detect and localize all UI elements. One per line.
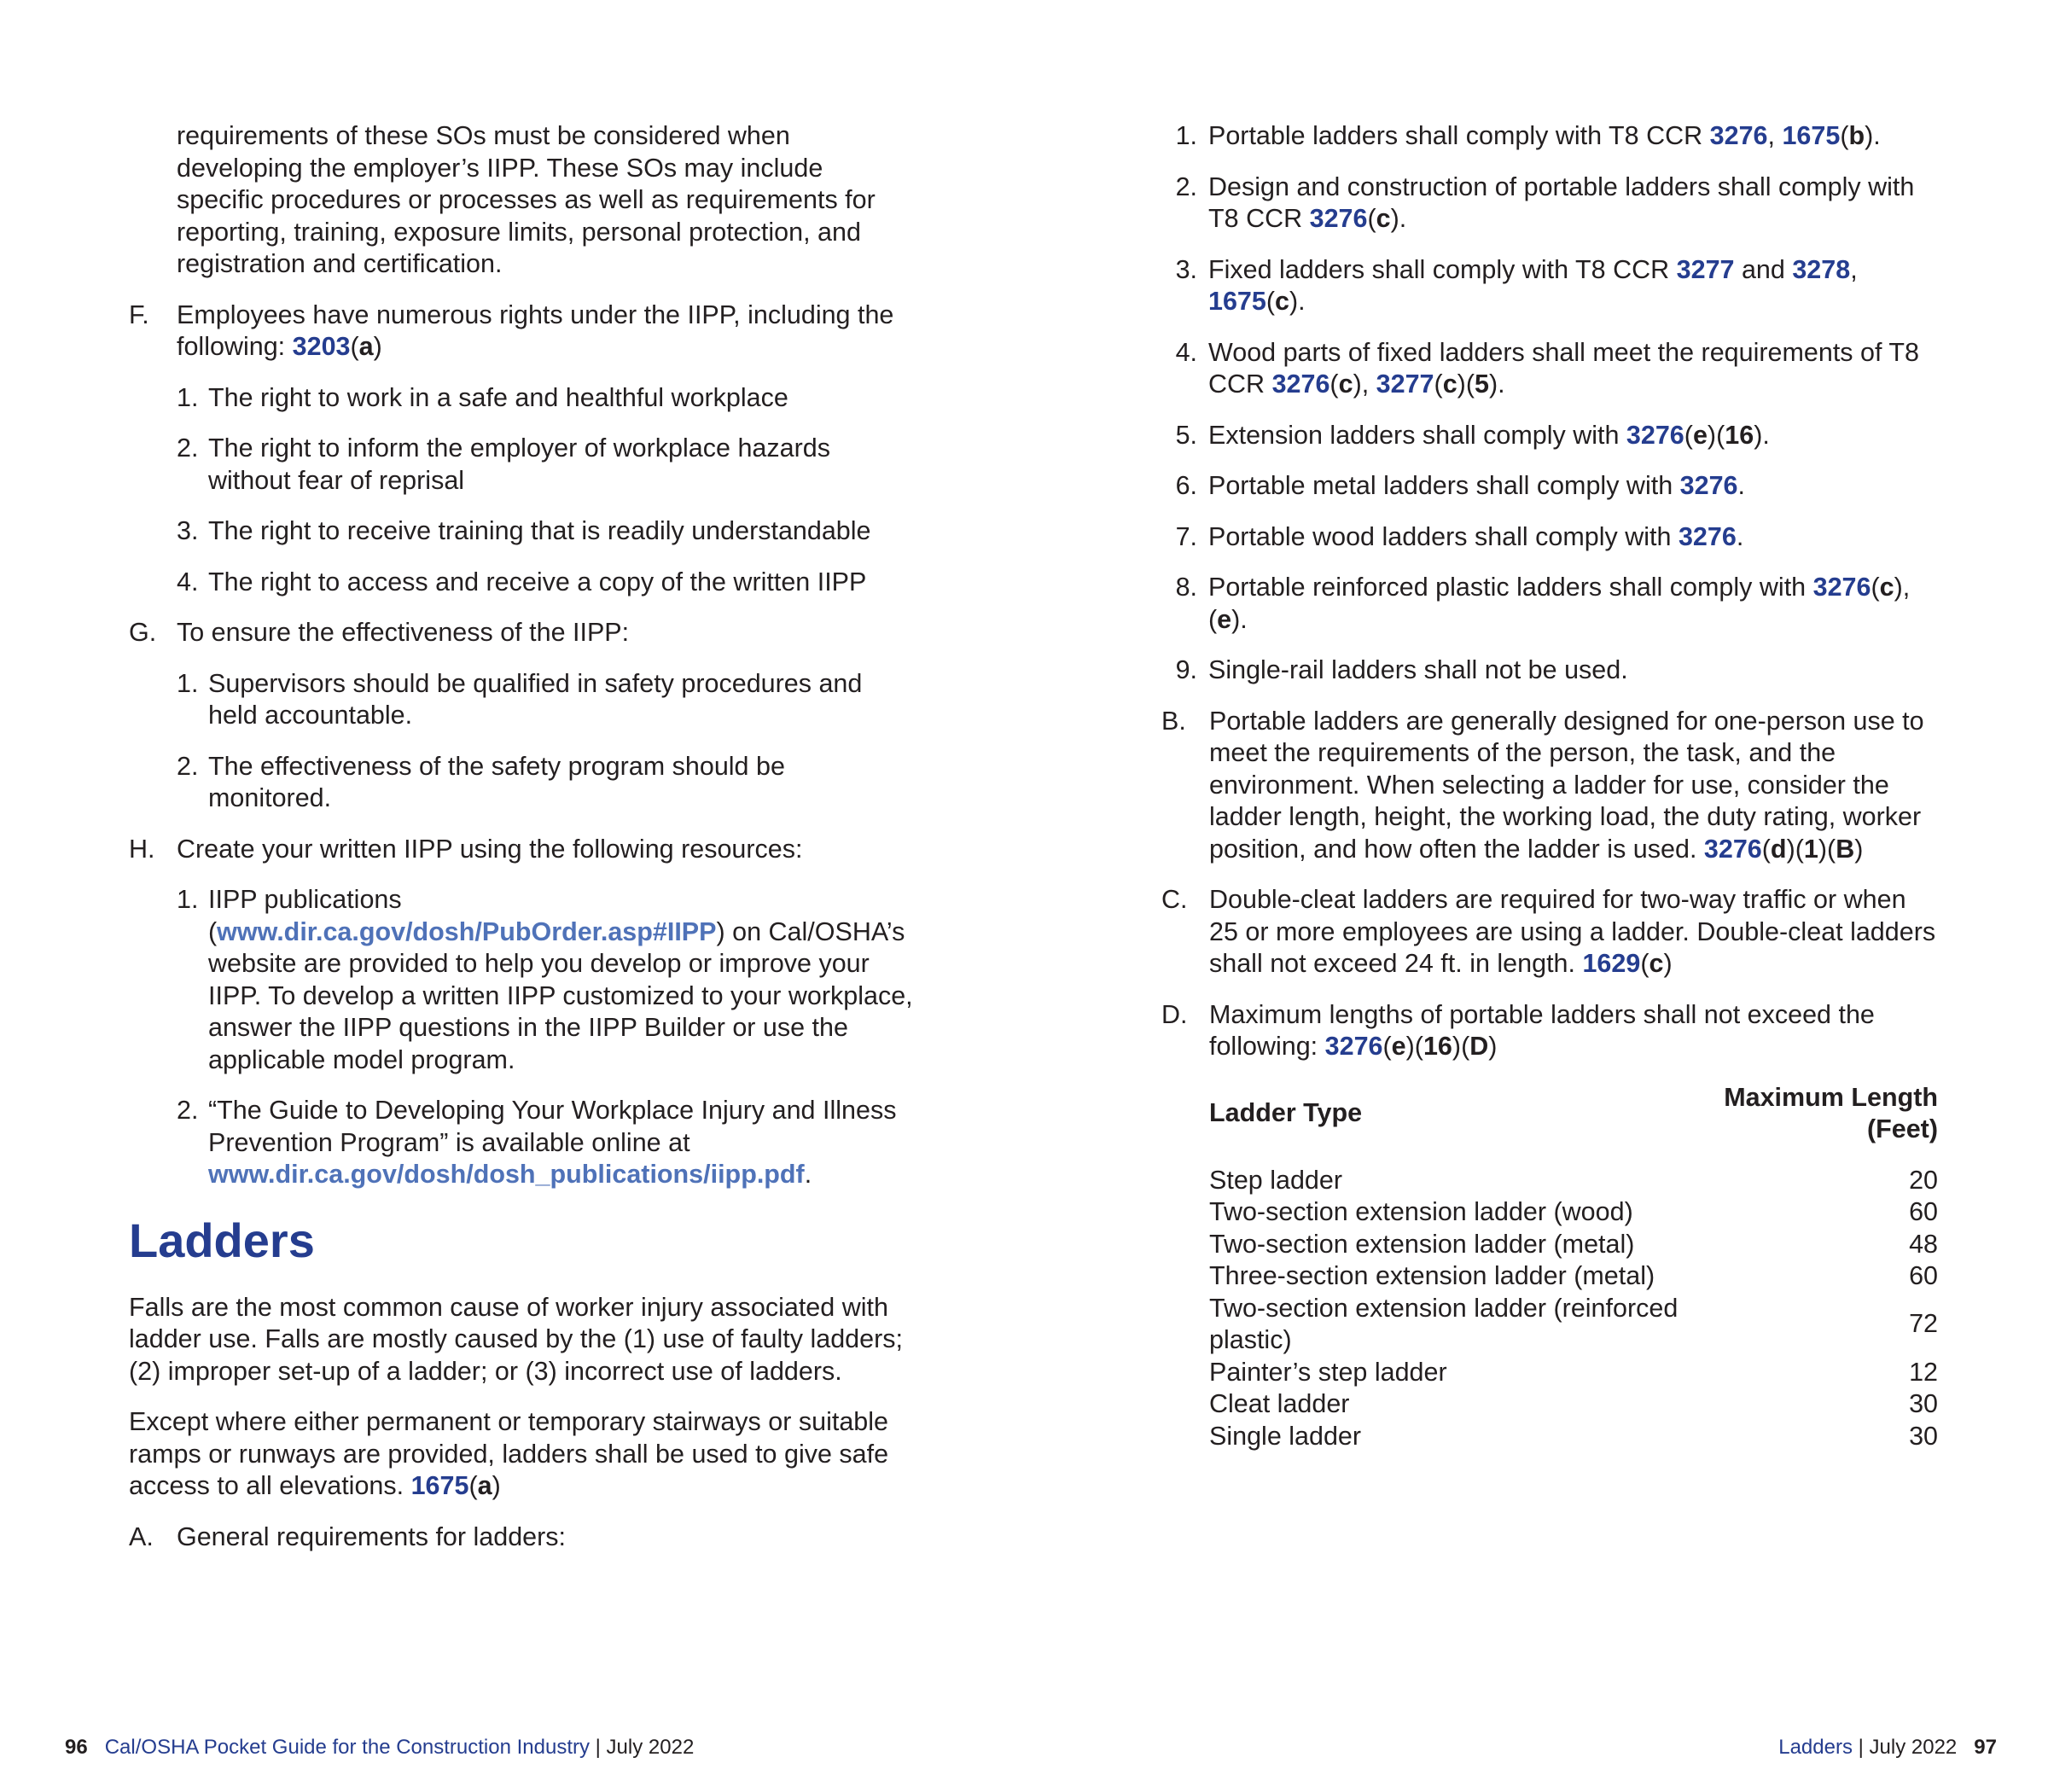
right-item: The right to inform the employer of workplace hazards without fear of reprisal [208, 433, 830, 495]
max-length-cell: 30 [1909, 1389, 1938, 1418]
list-marker: D. [1161, 999, 1188, 1029]
intro-paragraph: requirements of these SOs must be considered when developing the employer’s IIPP. These SOs may include specific procedures or processes as well as requirements for reporting, training, exposure limits, personal protection, and registration and certification. [177, 121, 876, 278]
list-item: 8. Portable reinforced plastic ladders shall comply with 3276(c), (e). [1175, 573, 1911, 634]
list-item: 4. Wood parts of fixed ladders shall meet the requirements of T8 CCR 3276(c), 3277(c)(5). [1175, 337, 1919, 399]
reference-link[interactable]: 1675 [1782, 121, 1841, 150]
section-g-text: To ensure the effectiveness of the IIPP: [177, 618, 630, 647]
reference-link[interactable]: 3203 [292, 332, 351, 361]
right-item: The right to access and receive a copy of the written IIPP [208, 567, 867, 596]
body-paragraph: Falls are the most common cause of worker injury associated with ladder use. Falls are mostly caused by the (1) use of faulty ladders; (2) improper set-up of a ladder; or (3) incorrect use of ladders. [129, 1292, 903, 1386]
effectiveness-item: The effectiveness of the safety program should be monitored. [208, 751, 785, 812]
list-item: 1. Portable ladders shall comply with T8 CCR 3276, 1675(b). [1175, 121, 1881, 150]
page-number: 97 [1974, 1736, 1997, 1759]
list-item: 3. The right to receive training that is readily understandable [177, 515, 914, 548]
table-row [1209, 1388, 1938, 1421]
list-item: 6. Portable metal ladders shall comply with 3276. [1175, 471, 1745, 500]
list-marker: F. [129, 300, 149, 329]
section-h-text: Create your written IIPP using the following resources: [177, 834, 803, 864]
right-item: The right to receive training that is readily understandable [208, 516, 871, 545]
column-header: Ladder Type [1209, 1098, 1363, 1128]
max-length-cell: 60 [1909, 1261, 1938, 1290]
table-row [1209, 1260, 1938, 1293]
reference-sub: a [358, 332, 374, 361]
section-h [129, 834, 914, 866]
resource-item: “The Guide to Developing Your Workplace Injury and Illness Prevention Program” is available online at www.dir.ca.gov/dosh/dosh_publications/iipp.pdf. [208, 1096, 897, 1189]
left-page-footer [65, 1735, 694, 1760]
reference-link[interactable]: 3276 [1709, 121, 1768, 150]
body-paragraph: Except where either permanent or temporary stairways or suitable ramps or runways are provided, ladders shall be used to give safe access to all elevations. 1675(a) [129, 1407, 889, 1500]
reference-link[interactable]: 3276 [1324, 1032, 1383, 1061]
table-row [1209, 1196, 1938, 1229]
max-length-cell: 20 [1909, 1165, 1938, 1195]
list-marker: G. [129, 618, 157, 647]
section-title-link[interactable]: Ladders [1778, 1736, 1853, 1759]
reference-link[interactable]: 1629 [1582, 949, 1641, 978]
table-row [1209, 1229, 1938, 1261]
list-marker: A. [129, 1521, 154, 1551]
table-header-row [1209, 1082, 1938, 1165]
ladder-type-cell: Single ladder [1209, 1421, 1362, 1451]
reference-link[interactable]: 3276 [1626, 420, 1684, 450]
list-item: 2. The right to inform the employer of workplace hazards without fear of reprisal [177, 433, 914, 497]
section-a-text: General requirements for ladders: [177, 1521, 567, 1551]
reference-link[interactable]: 3278 [1792, 254, 1851, 284]
reference-link[interactable]: 3277 [1676, 254, 1735, 284]
section-c: C. Double-cleat ladders are required for two-way traffic or when 25 or more employees are using a ladder. Double-cleat ladders shall not exceed 24 ft. in length. 1629(c) [1161, 884, 1938, 980]
max-length-cell: 60 [1909, 1197, 1938, 1226]
max-length-cell: 72 [1909, 1309, 1938, 1339]
max-length-cell: 30 [1909, 1421, 1938, 1451]
left-column [129, 120, 914, 1572]
column-header: Maximum Length (Feet) [1724, 1082, 1938, 1143]
reference-link[interactable]: 3276 [1271, 369, 1330, 399]
section-a [129, 1521, 914, 1554]
ladder-type-cell: Painter’s step ladder [1209, 1357, 1447, 1387]
resource-item: IIPP publications (www.dir.ca.gov/dosh/PubOrder.asp#IIPP) on Cal/OSHA’s website are provided to help you develop or improve your IIPP. To develop a written IIPP customized to your workplace, answer the IIPP questions in the IIPP Builder or use the applicable model program. [208, 885, 913, 1074]
page-number: 96 [65, 1736, 88, 1759]
right-page-footer [1778, 1735, 1997, 1760]
effectiveness-item: Supervisors should be qualified in safety procedures and held accountable. [208, 668, 863, 730]
list-item: 7. Portable wood ladders shall comply with 3276. [1175, 521, 1744, 551]
ladder-type-cell: Step ladder [1209, 1165, 1342, 1195]
reference-link[interactable]: 3277 [1376, 369, 1434, 399]
ladder-type-cell: Three-section extension ladder (metal) [1209, 1261, 1655, 1290]
guide-title-link[interactable]: Cal/OSHA Pocket Guide for the Construction Industry [104, 1736, 590, 1759]
table-row [1209, 1357, 1938, 1389]
list-item: 1. Supervisors should be qualified in safety procedures and held accountable. [177, 668, 914, 732]
ladder-type-cell: Two-section extension ladder (reinforced plastic) [1209, 1293, 1679, 1354]
list-item: 3. Fixed ladders shall comply with T8 CCR 3277 and 3278, 1675(c). [1175, 254, 1858, 316]
reference-link[interactable]: 3276 [1703, 834, 1762, 864]
table-row [1209, 1165, 1938, 1197]
pub-order-link[interactable]: www.dir.ca.gov/dosh/PubOrder.asp#IIPP [217, 916, 717, 946]
list-item: 2. “The Guide to Developing Your Workplace Injury and Illness Prevention Program” is available online at www.dir.ca.gov/dosh/dosh_publications/iipp.pdf. [177, 1095, 914, 1191]
reference-link[interactable]: 1675 [410, 1471, 469, 1500]
list-item: 9. Single-rail ladders shall not be used. [1175, 655, 1628, 684]
list-item: 4. The right to access and receive a copy of the written IIPP [177, 567, 914, 599]
reference-link[interactable]: 3276 [1812, 573, 1871, 602]
right-item: The right to work in a safe and healthful workplace [208, 382, 788, 412]
reference-link[interactable]: 3276 [1309, 204, 1368, 233]
list-item: 2. Design and construction of portable ladders shall comply with T8 CCR 3276(c). [1175, 172, 1915, 233]
list-marker: C. [1161, 885, 1188, 914]
footer-date: | July 2022 [589, 1736, 695, 1759]
section-f [129, 300, 914, 364]
list-item: 1. IIPP publications (www.dir.ca.gov/dosh/PubOrder.asp#IIPP) on Cal/OSHA’s website are provided to help you develop or improve your IIPP. To develop a written IIPP customized to your workplace, answer the IIPP questions in the IIPP Builder or use the applicable model program. [177, 884, 914, 1076]
reference-link[interactable]: 1675 [1208, 287, 1266, 316]
ladder-length-table [1209, 1082, 1938, 1453]
ladder-type-cell: Two-section extension ladder (metal) [1209, 1229, 1635, 1259]
right-column [1161, 120, 1938, 1452]
ladder-type-cell: Cleat ladder [1209, 1389, 1350, 1418]
section-g [129, 617, 914, 649]
reference-link[interactable]: 3276 [1678, 521, 1737, 551]
ladder-type-cell: Two-section extension ladder (wood) [1209, 1197, 1633, 1226]
table-row [1209, 1293, 1938, 1357]
reference-link[interactable]: 3276 [1679, 471, 1738, 500]
section-d: D. Maximum lengths of portable ladders shall not exceed the following: 3276(e)(16)(D) [1161, 999, 1938, 1063]
list-item: 2. The effectiveness of the safety program should be monitored. [177, 751, 914, 815]
iipp-guide-link[interactable]: www.dir.ca.gov/dosh/dosh_publications/iipp.pdf [208, 1160, 805, 1189]
table-row [1209, 1421, 1938, 1453]
list-item: 1. The right to work in a safe and healthful workplace [177, 382, 914, 415]
list-marker: H. [129, 834, 155, 864]
list-item: 5. Extension ladders shall comply with 3276(e)(16). [1175, 420, 1770, 450]
max-length-cell: 12 [1909, 1357, 1938, 1387]
list-marker: B. [1161, 706, 1186, 736]
max-length-cell: 48 [1909, 1229, 1938, 1259]
section-heading: Ladders [129, 1213, 315, 1267]
section-f-body: Employees have numerous rights under the IIPP, including the following: [177, 300, 894, 361]
section-f-text: Employees have numerous rights under the IIPP, including the following: 3203(a) [177, 300, 894, 361]
footer-date: | July 2022 [1852, 1736, 1958, 1759]
section-b: B. Portable ladders are generally designed for one-person use to meet the requirements of the person, the task, and the environment. When selecting a ladder for use, consider the ladder length, height, the working load, the duty rating, worker position, and how often the ladder is used. 3276(d)(1)(B) [1161, 706, 1938, 866]
